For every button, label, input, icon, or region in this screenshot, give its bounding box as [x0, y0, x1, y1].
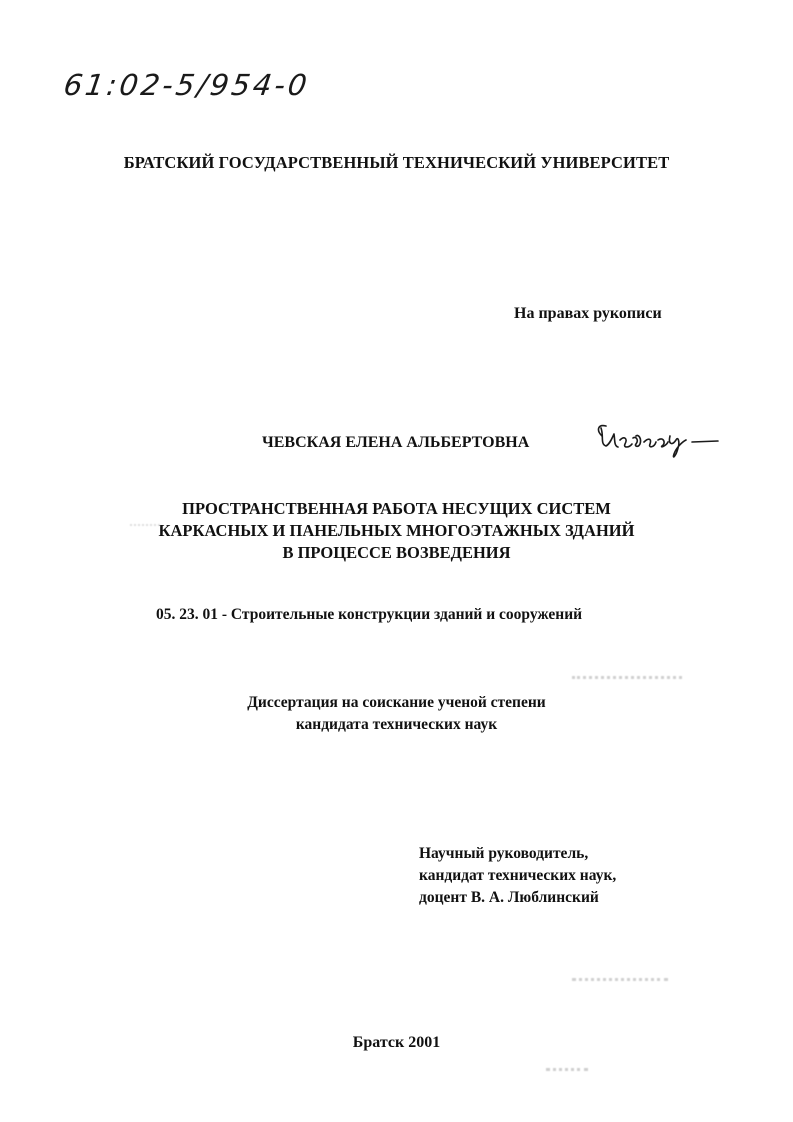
- bleed-through-mark: [572, 968, 668, 981]
- city-year: Братск 2001: [352, 1034, 441, 1051]
- degree-line: кандидата технических наук: [295, 716, 498, 733]
- supervisor-block: [419, 843, 616, 909]
- university-name: БРАТСКИЙ ГОСУДАРСТВЕННЫЙ ТЕХНИЧЕСКИЙ УНИВЕРСИТЕТ: [123, 153, 670, 172]
- author-name: ЧЕВСКАЯ ЕЛЕНА АЛЬБЕРТОВНА: [262, 434, 530, 451]
- rights-note: На правах рукописи: [514, 305, 662, 322]
- archive-code: 61:02-5/954-0: [61, 68, 312, 102]
- dissertation-title: [0, 498, 793, 564]
- bleed-through-mark: [546, 1058, 588, 1071]
- title-line: КАРКАСНЫХ И ПАНЕЛЬНЫХ МНОГОЭТАЖНЫХ ЗДАНИЙ: [158, 521, 635, 540]
- specialty-code: 05. 23. 01 - Строительные конструкции зданий и сооружений: [156, 606, 583, 623]
- supervisor-line: доцент В. А. Люблинский: [419, 889, 599, 906]
- title-line: ПРОСТРАНСТВЕННАЯ РАБОТА НЕСУЩИХ СИСТЕМ: [182, 499, 611, 518]
- supervisor-line: Научный руководитель,: [419, 845, 589, 862]
- bleed-through-mark: [572, 666, 682, 679]
- degree-statement: [0, 692, 793, 736]
- supervisor-line: кандидат технических наук,: [419, 867, 617, 884]
- bleed-through-mark: [130, 518, 160, 526]
- author-signature: [592, 414, 737, 464]
- degree-line: Диссертация на соискание ученой степени: [247, 694, 546, 711]
- title-line: В ПРОЦЕССЕ ВОЗВЕДЕНИЯ: [282, 543, 511, 562]
